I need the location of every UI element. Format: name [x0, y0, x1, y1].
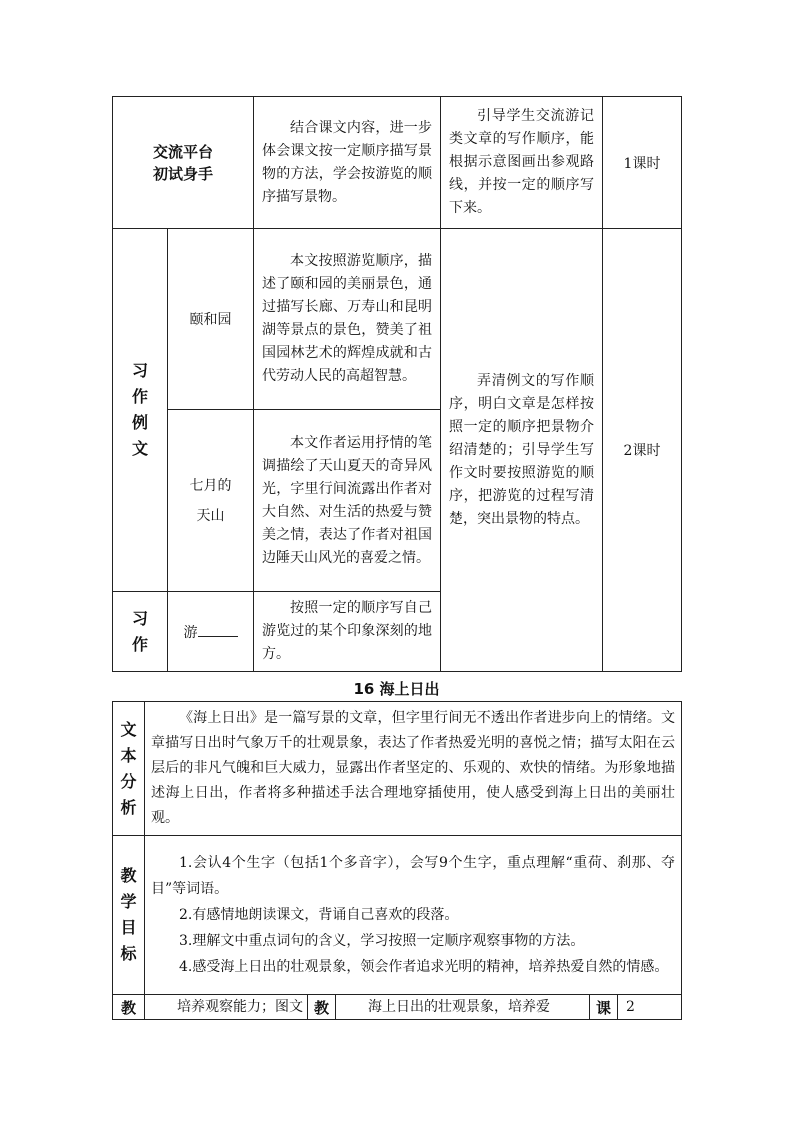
writing-content: 按照一定的顺序写自己游览过的某个印象深刻的地方。 — [254, 592, 441, 672]
bottom-value-3: 2 — [618, 995, 682, 1020]
unit-plan-table — [112, 96, 682, 672]
writing-title — [168, 592, 254, 672]
example-title-tianshan: 七月的天山 — [168, 410, 254, 592]
objective-item: 3.理解文中重点词句的含义，学习按照一定顺序观察事物的方法。 — [179, 933, 585, 949]
example-content-yiheyuan: 本文按照游览顺序，描述了颐和园的美丽景色，通过描写长廊、万寿山和昆明湖等景点的景色，赞美了祖国园林艺术的辉煌成就和古代劳动人民的高超智慧。 — [254, 229, 441, 410]
examples-label-cell — [113, 229, 168, 592]
exchange-hours: 1课时 — [603, 97, 682, 229]
bottom-text-1: 培养观察能力；图文 — [145, 995, 308, 1020]
bottom-label-3: 课 — [590, 995, 618, 1020]
examples-label: 习作例文 — [132, 361, 149, 458]
objectives-list — [145, 836, 682, 995]
writing-label-cell — [113, 592, 168, 672]
objective-item: 1.会认4个生字（包括1个多音字），会写9个生字，重点理解“重荷、刹那、夺目”等词语。 — [151, 855, 676, 897]
examples-goal: 弄清例文的写作顺序，明白文章是怎样按照一定的顺序把景物介绍清楚的；引导学生写作文时要按照游览的顺序，把游览的过程写清楚，突出景物的特点。 — [441, 229, 603, 672]
example-title-yiheyuan: 颐和园 — [168, 229, 254, 410]
writing-title-blank — [198, 622, 238, 637]
table-row — [113, 229, 682, 410]
bottom-label-1: 教 — [113, 995, 145, 1020]
table-row — [113, 702, 682, 836]
writing-title-prefix: 游 — [183, 624, 198, 641]
exchange-section-name: 交流平台 初试身手 — [113, 97, 254, 229]
analysis-label: 文本分析 — [120, 719, 137, 817]
exchange-content: 结合课文内容，进一步体会课文按一定顺序描写景物的方法，学会按游览的顺序描写景物。 — [254, 97, 441, 229]
table-row — [113, 836, 682, 995]
writing-label: 习作 — [132, 608, 149, 654]
lesson-table — [112, 701, 682, 1020]
lesson-title: 16 海上日出 — [353, 680, 440, 698]
analysis-text: 《海上日出》是一篇写景的文章，但字里行间无不透出作者进步向上的情绪。文章描写日出时气象万千的壮观景象，表达了作者热爱光明的喜悦之情；描写太阳在云层后的非凡气魄和巨大威力，显露出作者坚定的、乐观的、欢快的情绪。为形象地描述海上日出，作者将多种描述手法合理地穿插使用，使人感受到海上日出的美丽壮观。 — [145, 702, 682, 836]
objective-item: 4.感受海上日出的壮观景象，领会作者追求光明的精神，培养热爱自然的情感。 — [179, 959, 669, 975]
objective-item: 2.有感情地朗读课文，背诵自己喜欢的段落。 — [179, 907, 459, 923]
objectives-label: 教学目标 — [120, 866, 137, 963]
objectives-label-cell — [113, 836, 145, 995]
examples-hours: 2课时 — [603, 229, 682, 672]
bottom-label-2: 教 — [308, 995, 336, 1020]
exchange-goal: 引导学生交流游记类文章的写作顺序，能根据示意图画出参观路线，并按一定的顺序写下来。 — [441, 97, 603, 229]
table-row — [113, 995, 682, 1020]
bottom-text-2: 海上日出的壮观景象，培养爱 — [336, 995, 590, 1020]
example-content-tianshan: 本文作者运用抒情的笔调描绘了天山夏天的奇异风光，字里行间流露出作者对大自然、对生活的热爱与赞美之情，表达了作者对祖国边陲天山风光的喜爱之情。 — [254, 410, 441, 592]
table-row — [113, 97, 682, 229]
analysis-label-cell — [113, 702, 145, 836]
